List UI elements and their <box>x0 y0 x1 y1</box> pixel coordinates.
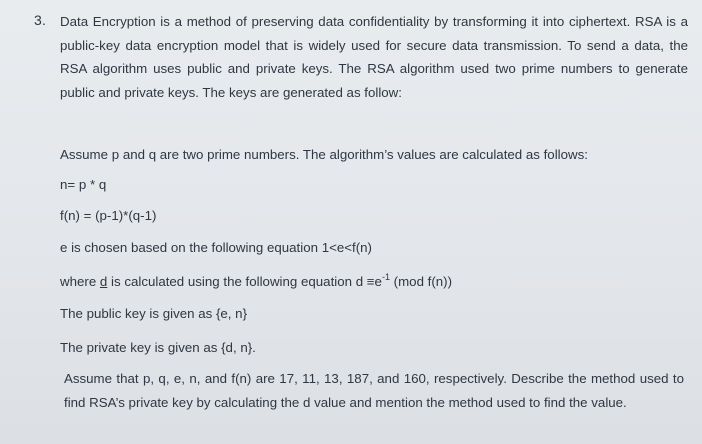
d-rule-middle: is calculated using the following equation d ≡e <box>107 274 382 289</box>
d-rule <box>60 272 452 289</box>
f-formula: f(n) = (p-1)*(q-1) <box>60 208 157 223</box>
d-rule-suffix: (mod f(n)) <box>389 274 453 289</box>
assumption-line: Assume p and q are two prime numbers. The algorithm’s values are calculated as follows: <box>60 147 588 162</box>
private-key-line: The private key is given as {d, n}. <box>60 340 256 355</box>
n-formula: n= p * q <box>60 177 107 192</box>
d-rule-exponent: -1 <box>381 272 390 282</box>
question-task: Assume that p, q, e, n, and f(n) are 17, 11, 13, 187, and 160, respectively. Describe the method used to find RSA’s private key by calculating the d value and mention the method used to find the value. <box>64 371 684 410</box>
d-rule-variable: d <box>99 274 108 289</box>
e-rule: e is chosen based on the following equation 1<e<f(n) <box>60 240 372 255</box>
d-rule-prefix: where <box>60 274 100 289</box>
question-intro: Data Encryption is a method of preserving data confidentiality by transforming it into ciphertext. RSA is a public-key data encryption model that is widely used for secure data transmission. To send a data, the RSA algorithm uses public and private keys. The RSA algorithm used two prime numbers to generate public and private keys. The keys are generated as follow: <box>60 14 688 100</box>
public-key-line: The public key is given as {e, n} <box>60 306 248 321</box>
question-number: 3. <box>34 12 47 28</box>
